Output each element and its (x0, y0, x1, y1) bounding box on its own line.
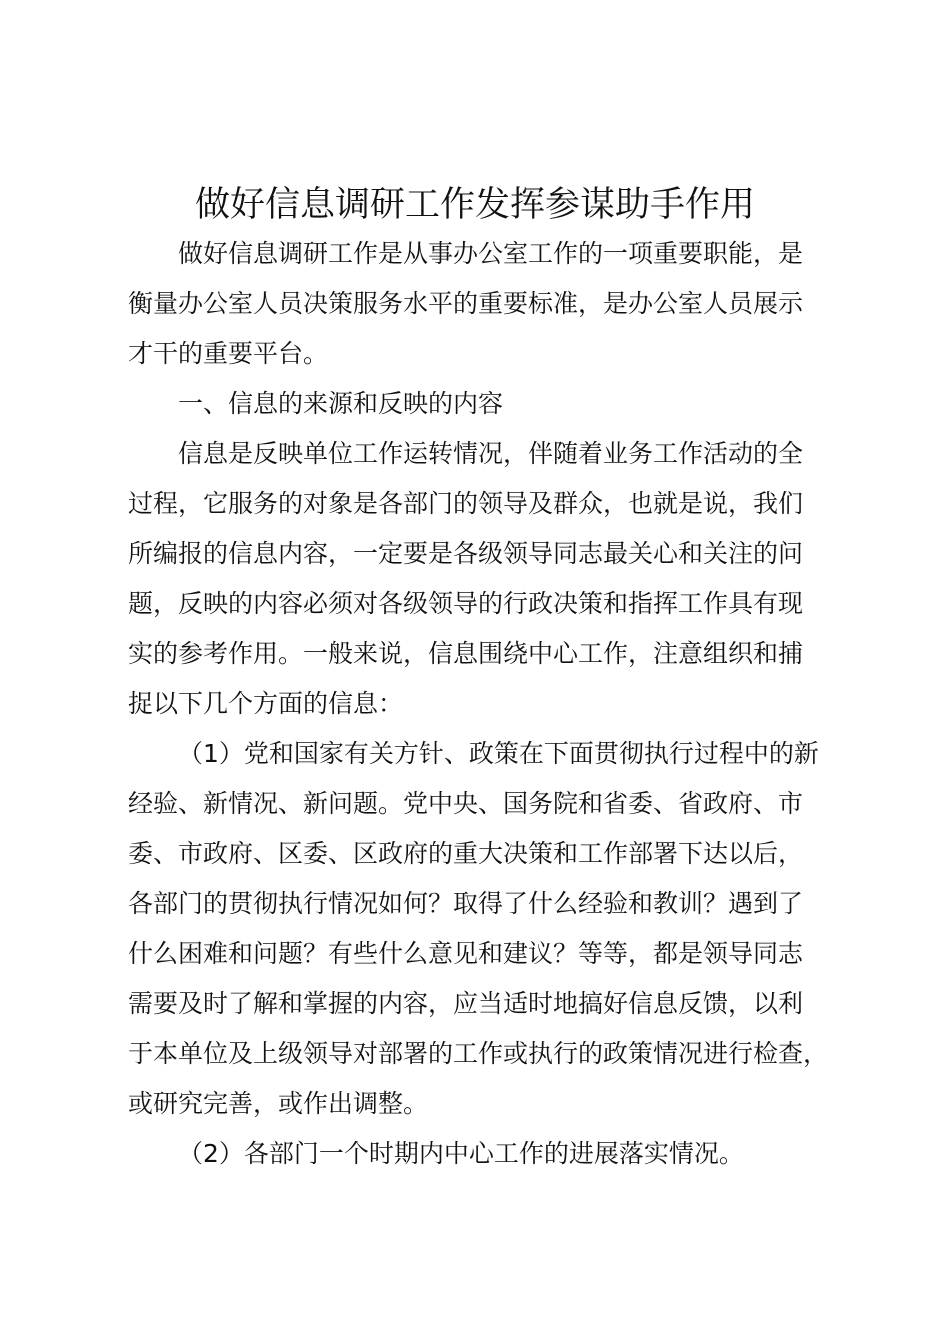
list-item-1-line-2: 经验、新情况、新问题。党中央、国务院和省委、省政府、市 (128, 789, 804, 818)
list-item-1-line-4: 各部门的贯彻执行情况如何？取得了什么经验和教训？遇到了 (128, 889, 804, 918)
paragraph-intro-line-3: 才干的重要平台。 (128, 339, 329, 368)
paragraph-intro-line-1: 做好信息调研工作是从事办公室工作的一项重要职能，是 (178, 239, 804, 268)
list-item-2-line-1: （2）各部门一个时期内中心工作的进展落实情况。 (178, 1139, 744, 1168)
paragraph-info-line-3: 所编报的信息内容，一定要是各级领导同志最关心和关注的问 (128, 539, 804, 568)
paragraph-intro-line-2: 衡量办公室人员决策服务水平的重要标准，是办公室人员展示 (128, 289, 804, 318)
list-item-1-line-5: 什么困难和问题？有些什么意见和建议？等等，都是领导同志 (128, 939, 804, 968)
section-heading-1: 一、信息的来源和反映的内容 (178, 389, 504, 418)
paragraph-info-line-1: 信息是反映单位工作运转情况，伴随着业务工作活动的全 (178, 439, 804, 468)
paragraph-info-line-4: 题，反映的内容必须对各级领导的行政决策和指挥工作具有现 (128, 589, 804, 618)
list-item-1-line-1: （1）党和国家有关方针、政策在下面贯彻执行过程中的新 (178, 739, 819, 768)
list-item-1-line-3: 委、市政府、区委、区政府的重大决策和工作部署下达以后， (128, 839, 804, 868)
paragraph-info-line-6: 捉以下几个方面的信息： (128, 689, 404, 718)
document-title: 做好信息调研工作发挥参谋助手作用 (194, 185, 755, 225)
list-item-1-line-7: 于本单位及上级领导对部署的工作或执行的政策情况进行检查， (128, 1039, 829, 1068)
paragraph-info-line-2: 过程，它服务的对象是各部门的领导及群众，也就是说，我们 (128, 489, 804, 518)
paragraph-info-line-5: 实的参考作用。一般来说，信息围绕中心工作，注意组织和捕 (128, 639, 804, 668)
list-item-1-line-6: 需要及时了解和掌握的内容，应当适时地搞好信息反馈，以利 (128, 989, 804, 1018)
list-item-1-line-8: 或研究完善，或作出调整。 (128, 1089, 429, 1118)
